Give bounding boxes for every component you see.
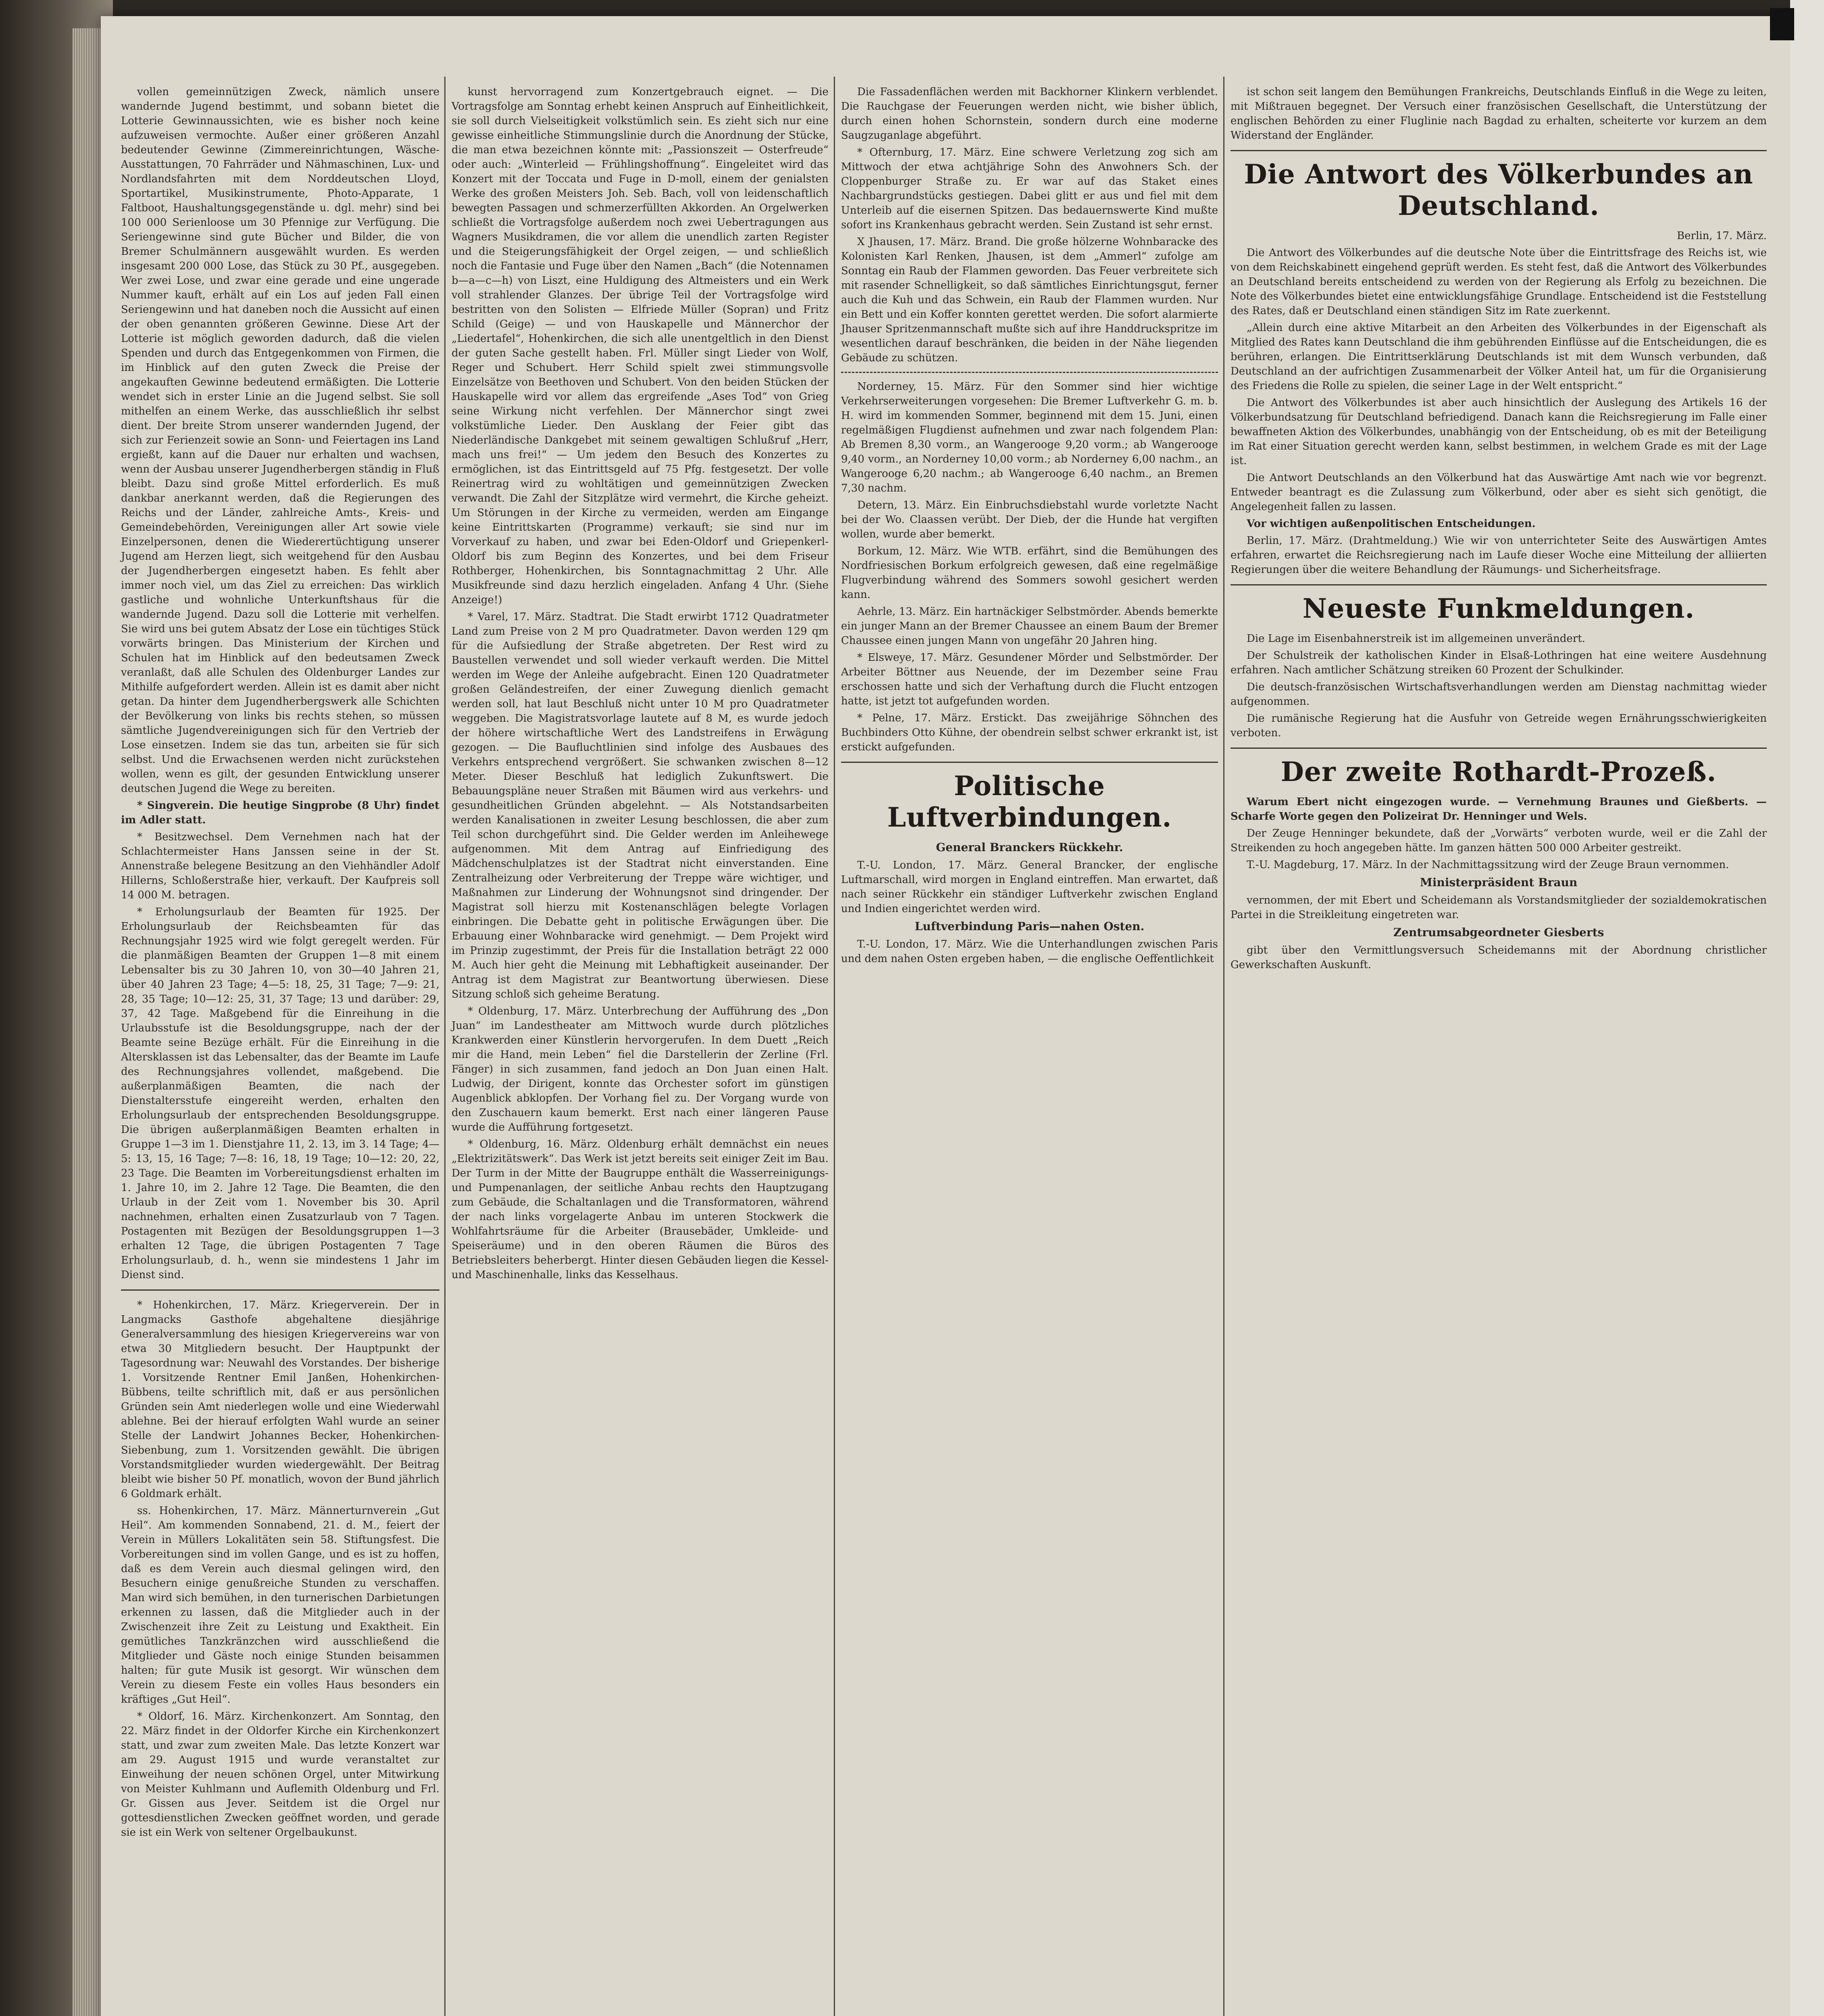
section-heading: Politische Luftverbindungen. — [887, 770, 1172, 833]
article-paragraph: Borkum, 12. März. Wie WTB. erfährt, sind die Bemühungen des Nordfriesischen Borkum erfolgreich gewesen, daß eine regelmäßige Flugverbindung während des Sommers sowohl gesichert werden kann. — [841, 545, 1218, 601]
article-paragraph: gibt über den Vermittlungsversuch Scheidemanns mit der Abordnung christlicher Gewerkschaften Auskunft. — [1231, 944, 1767, 971]
article-paragraph: Die rumänische Regierung hat die Ausfuhr von Getreide wegen Ernährungsschwierigkeiten verboten. — [1231, 712, 1767, 739]
article-paragraph: * Hohenkirchen, 17. März. Kriegerverein. Der in Langmacks Gasthofe abgehaltene diesjährige Generalversammlung des hiesigen Kriegervereins war von etwa 30 Mitgliedern besucht. Der Hauptpunkt der Tagesordnung war: Neuwahl des Vorstandes. Der bisherige 1. Vorsitzende Rentner Emil Janßen, Hohenkirchen-Bübbens, teilte schriftlich mit, daß er aus persönlichen Gründen sein Amt niederlegen wolle und eine Wiederwahl ablehne. Bei der hierauf erfolgten Wahl wurde an seiner Stelle der Landwirt Johannes Becker, Hohenkirchen-Siebenbung, zum 1. Vorsitzenden gewählt. Die übrigen Vorstandsmitglieder wurden wiedergewählt. Der Beitrag bleibt wie bisher 50 Pf. monatlich, wovon der Bund jährlich 6 Goldmark erhält. — [121, 1299, 439, 1500]
column-rule — [444, 77, 446, 2016]
column-1 — [121, 85, 439, 1842]
article-paragraph: vernommen, der mit Ebert und Scheidemann als Vorstandsmitglieder der sozialdemokratischen Partei in die Streikleitung eingetreten war. — [1231, 894, 1767, 921]
article-paragraph: * Oldenburg, 16. März. Oldenburg erhält demnächst ein neues „Elektrizitätswerk“. Das Werk ist jetzt bereits seit einiger Zeit im Bau. Der Turm in der Mitte der Baugruppe enthält die Wasserreinigungs- und Pumpenanlagen, der seitliche Anbau rechts den Hauptzugang zum Gebäude, die Schaltanlagen und die Transformatoren, während der nach links vorgelagerte Anbau im unteren Stockwerk die Wohlfahrtsräume für die Arbeiter (Brausebäder, Umkleide- und Speiseräume) und in den oberen Räumen die Büros des Betriebsleiters beherbergt. Hinter diesen Gebäuden liegen die Kessel- und Maschinenhalle, links das Kesselhaus. — [452, 1138, 829, 1281]
article-paragraph: T.-U. London, 17. März. General Brancker, der englische Luftmarschall, wird morgen in England eintreffen. Man erwartet, daß nach seiner Rückkehr ein ständiger Luftverkehr zwischen England und Indien eingerichtet werden wird. — [841, 859, 1218, 915]
article-paragraph: * Singverein. Die heutige Singprobe (8 Uhr) findet im Adler statt. — [121, 800, 439, 826]
article-paragraph: Berlin, 17. März. (Drahtmeldung.) Wie wir von unterrichteter Seite des Auswärtigen Amtes erfahren, erwartet die Reichsregierung nach im Laufe dieser Woche eine Mitteilung der alliierten Regierungen über die weitere Behandlung der Räumungs- und Sicherheitsfrage. — [1231, 535, 1767, 576]
section-heading: Die Antwort des Völkerbundes an Deutschland. — [1244, 158, 1753, 221]
article-paragraph: Norderney, 15. März. Für den Sommer sind hier wichtige Verkehrserweiterungen vorgesehen: Die Bremer Luftverkehr G. m. b. H. wird im kommenden Sommer, beginnend mit dem 15. Juni, einen regelmäßigen Flugdienst aufnehmen und zwar nach folgendem Plan: Ab Bremen 8,30 vorm., an Wangerooge 9,20 vorm.; ab Wangerooge 9,40 vorm., an Norderney 10,00 vorm.; ab Norderney 6,00 nachm., an Wangerooge 6,20 nachm.; ab Wangerooge 6,40 nachm., an Bremen 7,30 nachm. — [841, 381, 1218, 494]
article-paragraph: Detern, 13. März. Ein Einbruchsdiebstahl wurde vorletzte Nacht bei der Wo. Claassen verübt. Der Dieb, der die Hunde hat vergiften wollen, wurde aber bemerkt. — [841, 499, 1218, 540]
article-paragraph: * Varel, 17. März. Stadtrat. Die Stadt erwirbt 1712 Quadratmeter Land zum Preise von 2 M pro Quadratmeter. Davon werden 129 qm für die Aufsiedlung der Straße abgetreten. Der Rest wird zu Baustellen verwendet und soll wieder verkauft werden. Die Mittel werden im Wege der Anleihe aufgebracht. Einen 120 Quadratmeter großen Geländestreifen, der einer Zuwegung dienlich gemacht werden soll, hat laut Beschluß nicht unter 10 M pro Quadratmeter weggeben. Die Magistratsvorlage lautete auf 8 M, es wurde jedoch der höhere wirtschaftliche Wert des Landstreifens in Erwägung gezogen. — Die Baufluchtlinien sind infolge des Ausbaues des Verkehrs entsprechend vergrößert. Sie schwanken zwischen 8—12 Meter. Dieser Beschluß hat lediglich Zukunftswert. Die Bebauungspläne neuer Straßen mit Bäumen wird aus verkehrs- und gesundheitlichen Gründen abgelehnt. — Als Notstandsarbeiten werden Kanalisationen in zweiter Lesung beschlossen, die aber zum Teil schon durchgeführt sind. Die Gelder werden im Anleihewege aufgenommen. Mit dem Antrag auf Einfriedigung des Mädchenschulplatzes ist der Stadtrat nicht einverstanden. Eine Zentralheizung oder Verbreiterung der Treppe wäre wichtiger, und Maßnahmen zur Linderung der Wohnungsnot sind dringender. Der Magistrat soll hierzu mit Kostenanschlägen belegte Vorlagen einbringen. Die Debatte geht in politische Erwägungen über. Die Erbauung einer Wohnbaracke wird genehmigt. — Dem Projekt wird im Prinzip zugestimmt, der Preis für die Installation beträgt 22 000 M. Auch hier geht die Meinung mit Lebhaftigkeit auseinander. Der Antrag ist dem Magistrat zur Beantwortung überwiesen. Diese Sitzung schloß sich geheime Beratung. — [452, 611, 829, 1000]
section-subheading: General Branckers Rückkehr. — [936, 841, 1123, 854]
article-paragraph: * Pelne, 17. März. Erstickt. Das zweijährige Söhnchen des Buchbinders Otto Kühne, der obendrein selbst schwer erkrankt ist, ist erstickt aufgefunden. — [841, 712, 1218, 753]
section-heading: Neueste Funkmeldungen. — [1302, 593, 1695, 624]
article-paragraph: * Elsweye, 17. März. Gesundener Mörder und Selbstmörder. Der Arbeiter Böttner aus Neuende, der im Dezember seine Frau erschossen hatte und sich der Verhaftung durch die Flucht entzogen hatte, ist jetzt tot aufgefunden worden. — [841, 652, 1218, 707]
article-paragraph: Die deutsch-französischen Wirtschaftsverhandlungen werden am Dienstag nachmittag wieder aufgenommen. — [1231, 681, 1767, 708]
separator — [1231, 748, 1767, 749]
article-paragraph: Aehrle, 13. März. Ein hartnäckiger Selbstmörder. Abends bemerkte ein junger Mann an der Bremer Chaussee an einem Baum der Bremer Chaussee einen jungen Mann von ungefähr 20 Jahren hing. — [841, 606, 1218, 647]
article-paragraph: * Oldorf, 16. März. Kirchenkonzert. Am Sonntag, den 22. März findet in der Oldorfer Kirche ein Kirchenkonzert statt, und zwar zum zweiten Male. Das letzte Konzert war am 29. August 1915 und wurde veranstaltet zur Einweihung der neuen schönen Orgel, unter Mitwirkung von Meister Kuhlmann und Auflemith Oldenburg und Frl. Gr. Gissen aus Jever. Seitdem ist die Orgel nur gottesdienstlichen Zwecken geöffnet worden, und gerade sie ist ein Werk von seltener Orgelbaukunst. — [121, 1710, 439, 1839]
scan-registration-mark — [1770, 8, 1794, 40]
article-paragraph: kunst hervorragend zum Konzertgebrauch eignet. — Die Vortragsfolge am Sonntag erhebt keinen Anspruch auf Einheitlichkeit, sie soll durch Vielseitigkeit volkstümlich sein. Es zieht sich nur eine gewisse einheitliche Stimmungslinie durch die Anordnung der Stücke, die man etwa bezeichnen könnte mit: „Passionszeit — Osterfreude“ oder auch: „Winterleid — Frühlingshoffnung“. Eingeleitet wird das Konzert mit der Toccata und Fuge in D-moll, einem der genialsten Werke des großen Meisters Joh. Seb. Bach, voll von leidenschaftlich bewegten Passagen und schmerzerfüllten Akkorden. An Orgelwerken schließt die Vortragsfolge außerdem noch zwei Uebertragungen aus Wagners Musikdramen, die vor allem die unendlich zarten Register und die Steigerungsfähigkeit der Orgel zeigen, — und schließlich noch die Fantasie und Fuge über den Namen „Bach“ (die Notennamen b—a—c—h) von Liszt, eine Huldigung des Altmeisters und ein Werk voll strahlender Glanzes. Der übrige Teil der Vortragsfolge wird bestritten von den Solisten — Elfriede Müller (Sopran) und Fritz Schild (Geige) — und von Hauskapelle und Männerchor der „Liedertafel“, Hohenkirchen, die sich alle unentgeltlich in den Dienst der guten Sache gestellt haben. Frl. Müller singt Lieder von Wolf, Reger und Schubert. Herr Schild spielt zwei stimmungsvolle Einzelsätze von Beethoven und Schubert. Von den beiden Stücken der Hauskapelle wird vor allem das ergreifende „Ases Tod“ von Grieg seine Wirkung nicht verfehlen. Der Männerchor singt zwei volkstümliche Lieder. Den Ausklang der Feier gibt das Niederländische Dankgebet mit seinem gewaltigen Schlußruf „Herr, mach uns frei!“ — Um jedem den Besuch des Konzertes zu ermöglichen, ist das Eintrittsgeld auf 75 Pfg. festgesetzt. Der volle Reinertrag wird zu wohltätigen und gemeinnützigen Zwecken verwandt. Die Zahl der Sitzplätze wird vermehrt, die Kirche geheizt. Um Störungen in der Kirche zu vermeiden, werden am Eingange keine Eintrittskarten (Programme) verkauft; sie sind nur im Vorverkauf zu haben, und zwar bei Eden-Oldorf und Griepenkerl-Oldorf bis zum Beginn des Konzertes, und bei dem Friseur Rothberger, Hohenkirchen, bis Sonntagnachmittag 2 Uhr. Alle Musikfreunde sind dazu herzlich eingeladen. Anfang 4 Uhr. (Siehe Anzeige!) — [452, 86, 829, 606]
section-subheading: Ministerpräsident Braun — [1420, 876, 1578, 889]
column-3 — [841, 85, 1218, 968]
section-subheading: Luftverbindung Paris—nahen Osten. — [914, 920, 1145, 933]
column-2 — [452, 85, 829, 1285]
article-paragraph: Die Fassadenflächen werden mit Backhorner Klinkern verblendet. Die Rauchgase der Feuerungen werden nicht, wie bisher üblich, durch einen hohen Schornstein, sondern durch eine moderne Saugzuganlage abgeführt. — [841, 86, 1218, 142]
article-paragraph: * Ofternburg, 17. März. Eine schwere Verletzung zog sich am Mittwoch der etwa achtjährige Sohn des Anwohners Sch. der Cloppenburger Straße zu. Er war auf das Staket eines Nachbargrundstücks gestiegen. Dabei glitt er aus und fiel mit dem Unterleib auf die eisernen Spitzen. Das bedauernswerte Kind mußte sofort ins Krankenhaus gebracht werden. Sein Zustand ist sehr ernst. — [841, 146, 1218, 231]
separator — [841, 762, 1218, 763]
article-paragraph: Die Lage im Eisenbahnerstreik ist im allgemeinen unverändert. — [1247, 633, 1585, 645]
article-paragraph: vollen gemeinnützigen Zweck, nämlich unsere wandernde Jugend bestimmt, und sobann bietet die Lotterie Gewinnaussichten, wie es bisher noch keine aufzuweisen vermochte. Außer einer größeren Anzahl bedeutender Gewinne (Zimmereinrichtungen, Wäsche-Ausstattungen, 70 Fahrräder und Nähmaschinen, Lux- und Nordlandsfahrten mit dem Norddeutschen Lloyd, Sportartikel, Musikinstrumente, Photo-Apparate, 1 Faltboot, Haushaltungsgegenstände u. dgl. mehr) sind bei 100 000 Serienloose um 30 Pfennige zur Verfügung. Die Seriengewinne sind gute Bücher und Bilder, die von Bremer Schulmännern ausgewählt wurden. Es werden insgesamt 200 000 Lose, das Stück zu 30 Pf., ausgegeben. Wer zwei Lose, und zwar eine gerade und eine ungerade Nummer kauft, erhält auf ein Los auf jeden Fall einen Seriengewinn und hat daneben noch die Aussicht auf einen der oben genannten größeren Gewinne. Diese Art der Lotterie ist möglich geworden dadurch, daß die vielen Spenden und durch das Entgegenkommen von Firmen, die im Hinblick auf den guten Zweck die Preise der angekauften Gewinne bedeutend ermäßigten. Die Lotterie wendet sich in erster Linie an die Jugend selbst. Sie soll mithelfen an einem Werke, das ausschließlich ihr selbst dient. Der breite Strom unserer wandernden Jugend, der sich zur Ferienzeit sowie an Sonn- und Feiertagen ins Land ergießt, kann auf die Dauer nur erhalten und wachsen, wenn der Ausbau unserer Jugendherbergen ständig in Fluß bleibt. Dazu sind große Mittel erforderlich. Es muß dankbar anerkannt werden, daß die Regierungen des Reichs und der Länder, zahlreiche Amts-, Kreis- und Gemeindebehörden, Vereinigungen aller Art sowie viele Einzelpersonen, denen die Wiederertüchtigung unserer Jugend am Herzen liegt, sich weitgehend für den Ausbau der Jugendherbergen eingesetzt haben. Es fehlt aber immer noch viel, um das Ziel zu erreichen: Das wirklich gastliche und wohnliche Unterkunftshaus für die wandernde Jugend. Dazu soll die Lotterie mit verhelfen. Sie wird uns bei gutem Absatz der Lose ein tüchtiges Stück vorwärts bringen. Das Ministerium der Kirchen und Schulen hat im Hinblick auf den bedeutsamen Zweck veranlaßt, daß alle Schulen des Oldenburger Landes zur Mithilfe aufgefordert werden. Allein ist es damit aber nicht getan. Da hinter dem Jugendherbergswerk alle Schichten der Bevölkerung von links bis rechts stehen, so müssen sämtliche Jugendvereinigungen sich für den Vertrieb der Lose einsetzen. Indem sie das tun, arbeiten sie für sich selbst. Und die Erwachsenen werden nicht zurückstehen wollen, wenn es gilt, der gesunden Entwicklung unserer deutschen Jugend die Wege zu bereiten. — [121, 86, 439, 795]
article-paragraph: * Oldenburg, 17. März. Unterbrechung der Aufführung des „Don Juan“ im Landestheater am Mittwoch wurde durch plötzliches Krankwerden einer Künstlerin hervorgerufen. In dem Duett „Reich mir die Hand, mein Leben“ fiel die Darstellerin der Zerline (Frl. Fänger) in sich zusammen, fand jedoch an Don Juan einen Halt. Ludwig, der Dirigent, konnte das Orchester sofort im günstigen Augenblick abklopfen. Der Vorhang fiel zu. Der Vorgang wurde von den Zuschauern kaum bemerkt. Erst nach einer längeren Pause wurde die Aufführung fortgesetzt. — [452, 1005, 829, 1133]
scanner-margin — [1790, 0, 1824, 2016]
article-paragraph: * Besitzwechsel. Dem Vernehmen nach hat der Schlachtermeister Hans Janssen seine in der St. Annenstraße belegene Besitzung an den Viehhändler Adolf Hillerns, Schloßerstraße hier, verkauft. Der Kaufpreis soll 14 000 M. betragen. — [121, 831, 439, 901]
article-paragraph: X Jhausen, 17. März. Brand. Die große hölzerne Wohnbaracke des Kolonisten Karl Renken, Jhausen, ist dem „Ammerl“ zufolge am Sonntag ein Raub der Flammen geworden. Das Feuer verbreitete sich mit rasender Schnelligkeit, so daß sämtliches Einrichtungsgut, ferner auch die Kuh und das Schwein, ein Raub der Flammen wurden. Nur ein Bett und ein Koffer konnten gerettet werden. Die sofort alarmierte Jhauser Spritzenmannschaft mußte sich auf ihre Handdruckspritze im wesentlichen darauf beschränken, die beiden in der Nähe liegenden Gebäude zu schützen. — [841, 236, 1218, 364]
article-paragraph: ist schon seit langem den Bemühungen Frankreichs, Deutschlands Einfluß in die Wege zu leiten, mit Mißtrauen begegnet. Der Versuch einer französischen Gesellschaft, die Unterstützung der englischen Behörden zu einer Fluglinie nach Bagdad zu erhalten, scheiterte vor kurzem an dem Widerstand der Engländer. — [1231, 86, 1767, 142]
column-4 — [1231, 85, 1767, 975]
article-paragraph: ss. Hohenkirchen, 17. März. Männerturnverein „Gut Heil“. Am kommenden Sonnabend, 21. d. M., feiert der Verein in Müllers Lokalitäten sein 58. Stiftungsfest. Die Vorbereitungen sind im vollen Gange, und es ist zu hoffen, daß es dem Verein auch diesmal gelingen wird, den Besuchern einige genußreiche Stunden zu verschaffen. Man wird sich bemühen, in den turnerischen Darbietungen erkennen zu lassen, daß die Mitglieder auch in der Zwischenzeit ihre Zeit zu Leistung und Exaktheit. Ein gemütliches Tanzkränzchen wird ausschließend die Mitglieder und Gäste noch einige Stunden beisammen halten; für gute Musik ist gesorgt. Wir wünschen dem Verein zu diesem Feste ein volles Haus besonders ein kräftiges „Gut Heil“. — [121, 1505, 439, 1706]
article-paragraph: Die Antwort des Völkerbundes ist aber auch hinsichtlich der Auslegung des Artikels 16 der Völkerbundsatzung für Deutschland befriedigend. Danach kann die Reichsregierung im Falle einer bewaffneten Aktion des Völkerbundes, unabhängig von der Entscheidung, ob es mit der Beteiligung im Rat einer Situation gerecht werden kann, selbst bestimmen, in welchem Grade es mit der Lage ist. — [1231, 397, 1767, 467]
separator — [841, 372, 1218, 373]
section-heading: Der zweite Rothardt-Prozeß. — [1281, 756, 1717, 787]
article-paragraph: Der Schulstreik der katholischen Kinder in Elsaß-Lothringen hat eine weitere Ausdehnung erfahren. Nach amtlicher Schätzung streiken 60 Prozent der Schulkinder. — [1231, 650, 1767, 676]
newspaper-page — [101, 16, 1790, 2016]
article-paragraph: Warum Ebert nicht eingezogen wurde. — Vernehmung Braunes und Gießberts. — Scharfe Worte gegen den Polizeirat Dr. Henninger und Wels. — [1231, 796, 1767, 823]
separator — [1231, 584, 1767, 585]
article-paragraph: „Allein durch eine aktive Mitarbeit an den Arbeiten des Völkerbundes in der Eigenschaft als Mitglied des Rates kann Deutschland die ihm gebührenden Einflüsse auf die Entscheidungen, die es berühren, erlangen. Die Eintrittserklärung Deutschlands ist mit dem Wunsch verbunden, daß Deutschland an der aufrichtigen Zusammenarbeit der Völker Anteil hat, um für die Organisierung des Friedens die Rolle zu spielen, die seiner Lage in der Welt entspricht.“ — [1231, 322, 1767, 392]
article-paragraph: Die Antwort Deutschlands an den Völkerbund hat das Auswärtige Amt nach wie vor begrenzt. Entweder beantragt es die Zulassung zum Völkerbund, oder aber es sieht sich genötigt, die Angelegenheit fallen zu lassen. — [1231, 472, 1767, 513]
article-paragraph: Vor wichtigen außenpolitischen Entscheidungen. — [1247, 518, 1536, 530]
article-paragraph: T.-U. London, 17. März. Wie die Unterhandlungen zwischen Paris und dem nahen Osten ergeben haben, — die englische Oeffentlichkeit — [841, 938, 1218, 965]
dateline: Berlin, 17. März. — [1677, 230, 1767, 242]
section-subheading: Zentrumsabgeordneter Giesberts — [1393, 926, 1604, 939]
article-paragraph: * Erholungsurlaub der Beamten für 1925. Der Erholungsurlaub der Reichsbeamten für das Rechnungsjahr 1925 wird wie folgt geregelt werden. Für die planmäßigen Beamten der Gruppen 1—8 mit einem Lebensalter bis zu 30 Jahren 10, von 30—40 Jahren 21, über 40 Jahren 23 Tage; 4—5: 18, 25, 31 Tage; 7—9: 21, 28, 35 Tage; 10—12: 25, 31, 37 Tage; 13 und darüber: 29, 37, 42 Tage. Maßgebend für die Einreihung in die Urlaubsstufe ist die Besoldungsgruppe, nach der der Beamte seine Bezüge erhält. Für die Einreihung in die Altersklassen ist das Lebensalter, das der Beamte im Laufe des Rechnungsjahres vollendet, maßgebend. Die außerplanmäßigen Beamten, die nach der Dienstaltersstufe eingereiht werden, erhalten den Erholungsurlaub der entsprechenden Besoldungsgruppe. Die übrigen außerplanmäßigen Beamten erhalten in Gruppe 1—3 im 1. Dienstjahre 11, 2. 13, im 3. 14 Tage; 4—5: 13, 15, 16 Tage; 7—8: 16, 18, 19 Tage; 10—12: 20, 22, 23 Tage. Die Beamten im Vorbereitungsdienst erhalten im 1. Jahre 10, im 2. Jahre 12 Tage. Die Beamten, die den Urlaub in der Zeit vom 1. November bis 30. April nachnehmen, erhalten einen Zusatzurlaub von 7 Tagen. Postagenten mit Bezügen der Besoldungsgruppen 1—3 erhalten 12 Tage, die übrigen Postagenten 7 Tage Erholungsurlaub, d. h., wenn sie mindestens 1 Jahr im Dienst sind. — [121, 906, 439, 1281]
article-paragraph: Die Antwort des Völkerbundes auf die deutsche Note über die Eintrittsfrage des Reichs ist, wie von dem Reichskabinett eingehend geprüft werden. Es steht fest, daß die Antwort des Völkerbundes an Deutschland bereits entscheidend zu werden von der Regierung als Erfolg zu bezeichnen. Die Note des Völkerbundes bietet eine entwicklungsfähige Grundlage. Entscheidend ist die Feststellung des Rates, daß er Deutschland einen ständigen Sitz im Rate zuerkennt. — [1231, 247, 1767, 317]
separator — [121, 1289, 439, 1291]
separator — [1231, 150, 1767, 151]
column-rule — [1223, 77, 1224, 2016]
article-paragraph: Der Zeuge Henninger bekundete, daß der „Vorwärts“ verboten wurde, weil er die Zahl der Streikenden zu hoch angegeben hätte. Im ganzen hätten 500 000 Arbeiter gestreikt. — [1231, 827, 1767, 854]
column-rule — [834, 77, 835, 2016]
article-paragraph: T.-U. Magdeburg, 17. März. In der Nachmittagssitzung wird der Zeuge Braun vernommen. — [1247, 859, 1729, 871]
